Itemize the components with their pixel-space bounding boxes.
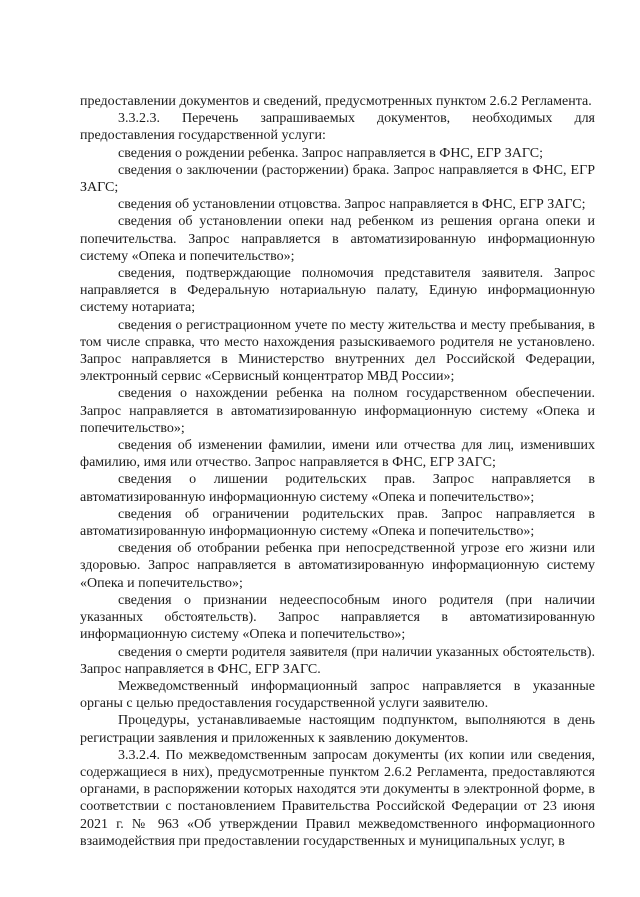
paragraph-continuation: предоставлении документов и сведений, предусмотренных пунктом 2.6.2 Регламента. — [80, 94, 592, 109]
list-item-birth-info: сведения о рождении ребенка. Запрос направляется в ФНС, ЕГР ЗАГС; — [118, 145, 543, 161]
list-item-representative-info: сведения, подтверждающие полномочия представителя заявителя. Запрос направляется в Федеральную нотариальную палату, Единую информационную систему нотариата; — [80, 266, 595, 316]
list-item-restriction-info: сведения об ограничении родительских прав. Запрос направляется в автоматизированную информационную систему «Опека и попечительство»; — [80, 506, 595, 540]
list-item-paternity-info: сведения об установлении отцовства. Запрос направляется в ФНС, ЕГР ЗАГС; — [118, 197, 586, 213]
list-item-registration-info: сведения о регистрационном учете по месту жительства и месту пребывания, в том числе справка, что место нахождения разыскиваемого родителя не установлено. Запрос направляется в Министерство внутренних дел Российской Федерации, электронный сервис «Сервисный концентратор МВД России»; — [80, 317, 595, 385]
paragraph-procedures: Процедуры, устанавливаемые настоящим подпунктом, выполняются в день регистрации заявления и приложенных к заявлению документов. — [80, 713, 595, 746]
list-item-marriage-info: сведения о заключении (расторжении) брака. Запрос направляется в ФНС, ЕГР ЗАГС; — [80, 162, 595, 196]
list-item-death-info: сведения о смерти родителя заявителя (при наличии указанных обстоятельств). Запрос направляется в ФНС, ЕГР ЗАГС. — [80, 644, 595, 677]
list-item-removal-info: сведения об отобрании ребенка при непосредственной угрозе его жизни или здоровью. Запрос направляется в автоматизированную информационную систему «Опека и попечительство»; — [80, 541, 595, 591]
paragraph-section-3-3-2-4: 3.3.2.4. По межведомственным запросам документы (их копии или сведения, содержащиеся в них), предусмотренные пунктом 2.6.2 Регламента, предоставляются органами, в распоряжении которых находятся эти документы в электронной форме, в соответствии с постановлением Правительства Российской Федерации от 23 июня 2021 г. № 963 «Об утверждении Правил межведомственного информационного взаимодействия при предоставлении государственных и муниципальных услуг, в — [80, 747, 595, 849]
paragraph-interagency-request: Межведомственный информационный запрос направляется в указанные органы с целью предоставления государственной услуги заявителю. — [80, 678, 595, 712]
document-body — [80, 93, 595, 850]
list-item-state-support-info: сведения о нахождении ребенка на полном государственном обеспечении. Запрос направляется в автоматизированную информационную систему «Опека и попечительство»; — [80, 386, 595, 436]
list-item-deprivation-info: сведения о лишении родительских прав. Запрос направляется в автоматизированную информационную систему «Опека и попечительство»; — [80, 472, 595, 505]
paragraph-section-3-3-2-3: 3.3.2.3. Перечень запрашиваемых документов, необходимых для предоставления государственной услуги: — [80, 111, 595, 144]
list-item-name-change-info: сведения об изменении фамилии, имени или отчества для лиц, изменивших фамилию, имя или отчество. Запрос направляется в ФНС, ЕГР ЗАГС; — [80, 438, 595, 471]
list-item-incapacity-info: сведения о признании недееспособным иного родителя (при наличии указанных обстоятельств). Запрос направляется в автоматизированную информационную систему «Опека и попечительство»; — [80, 592, 595, 643]
list-item-guardianship-info: сведения об установлении опеки над ребенком из решения органа опеки и попечительства. Запрос направляется в автоматизированную информационную систему «Опека и попечительство»; — [80, 214, 595, 264]
